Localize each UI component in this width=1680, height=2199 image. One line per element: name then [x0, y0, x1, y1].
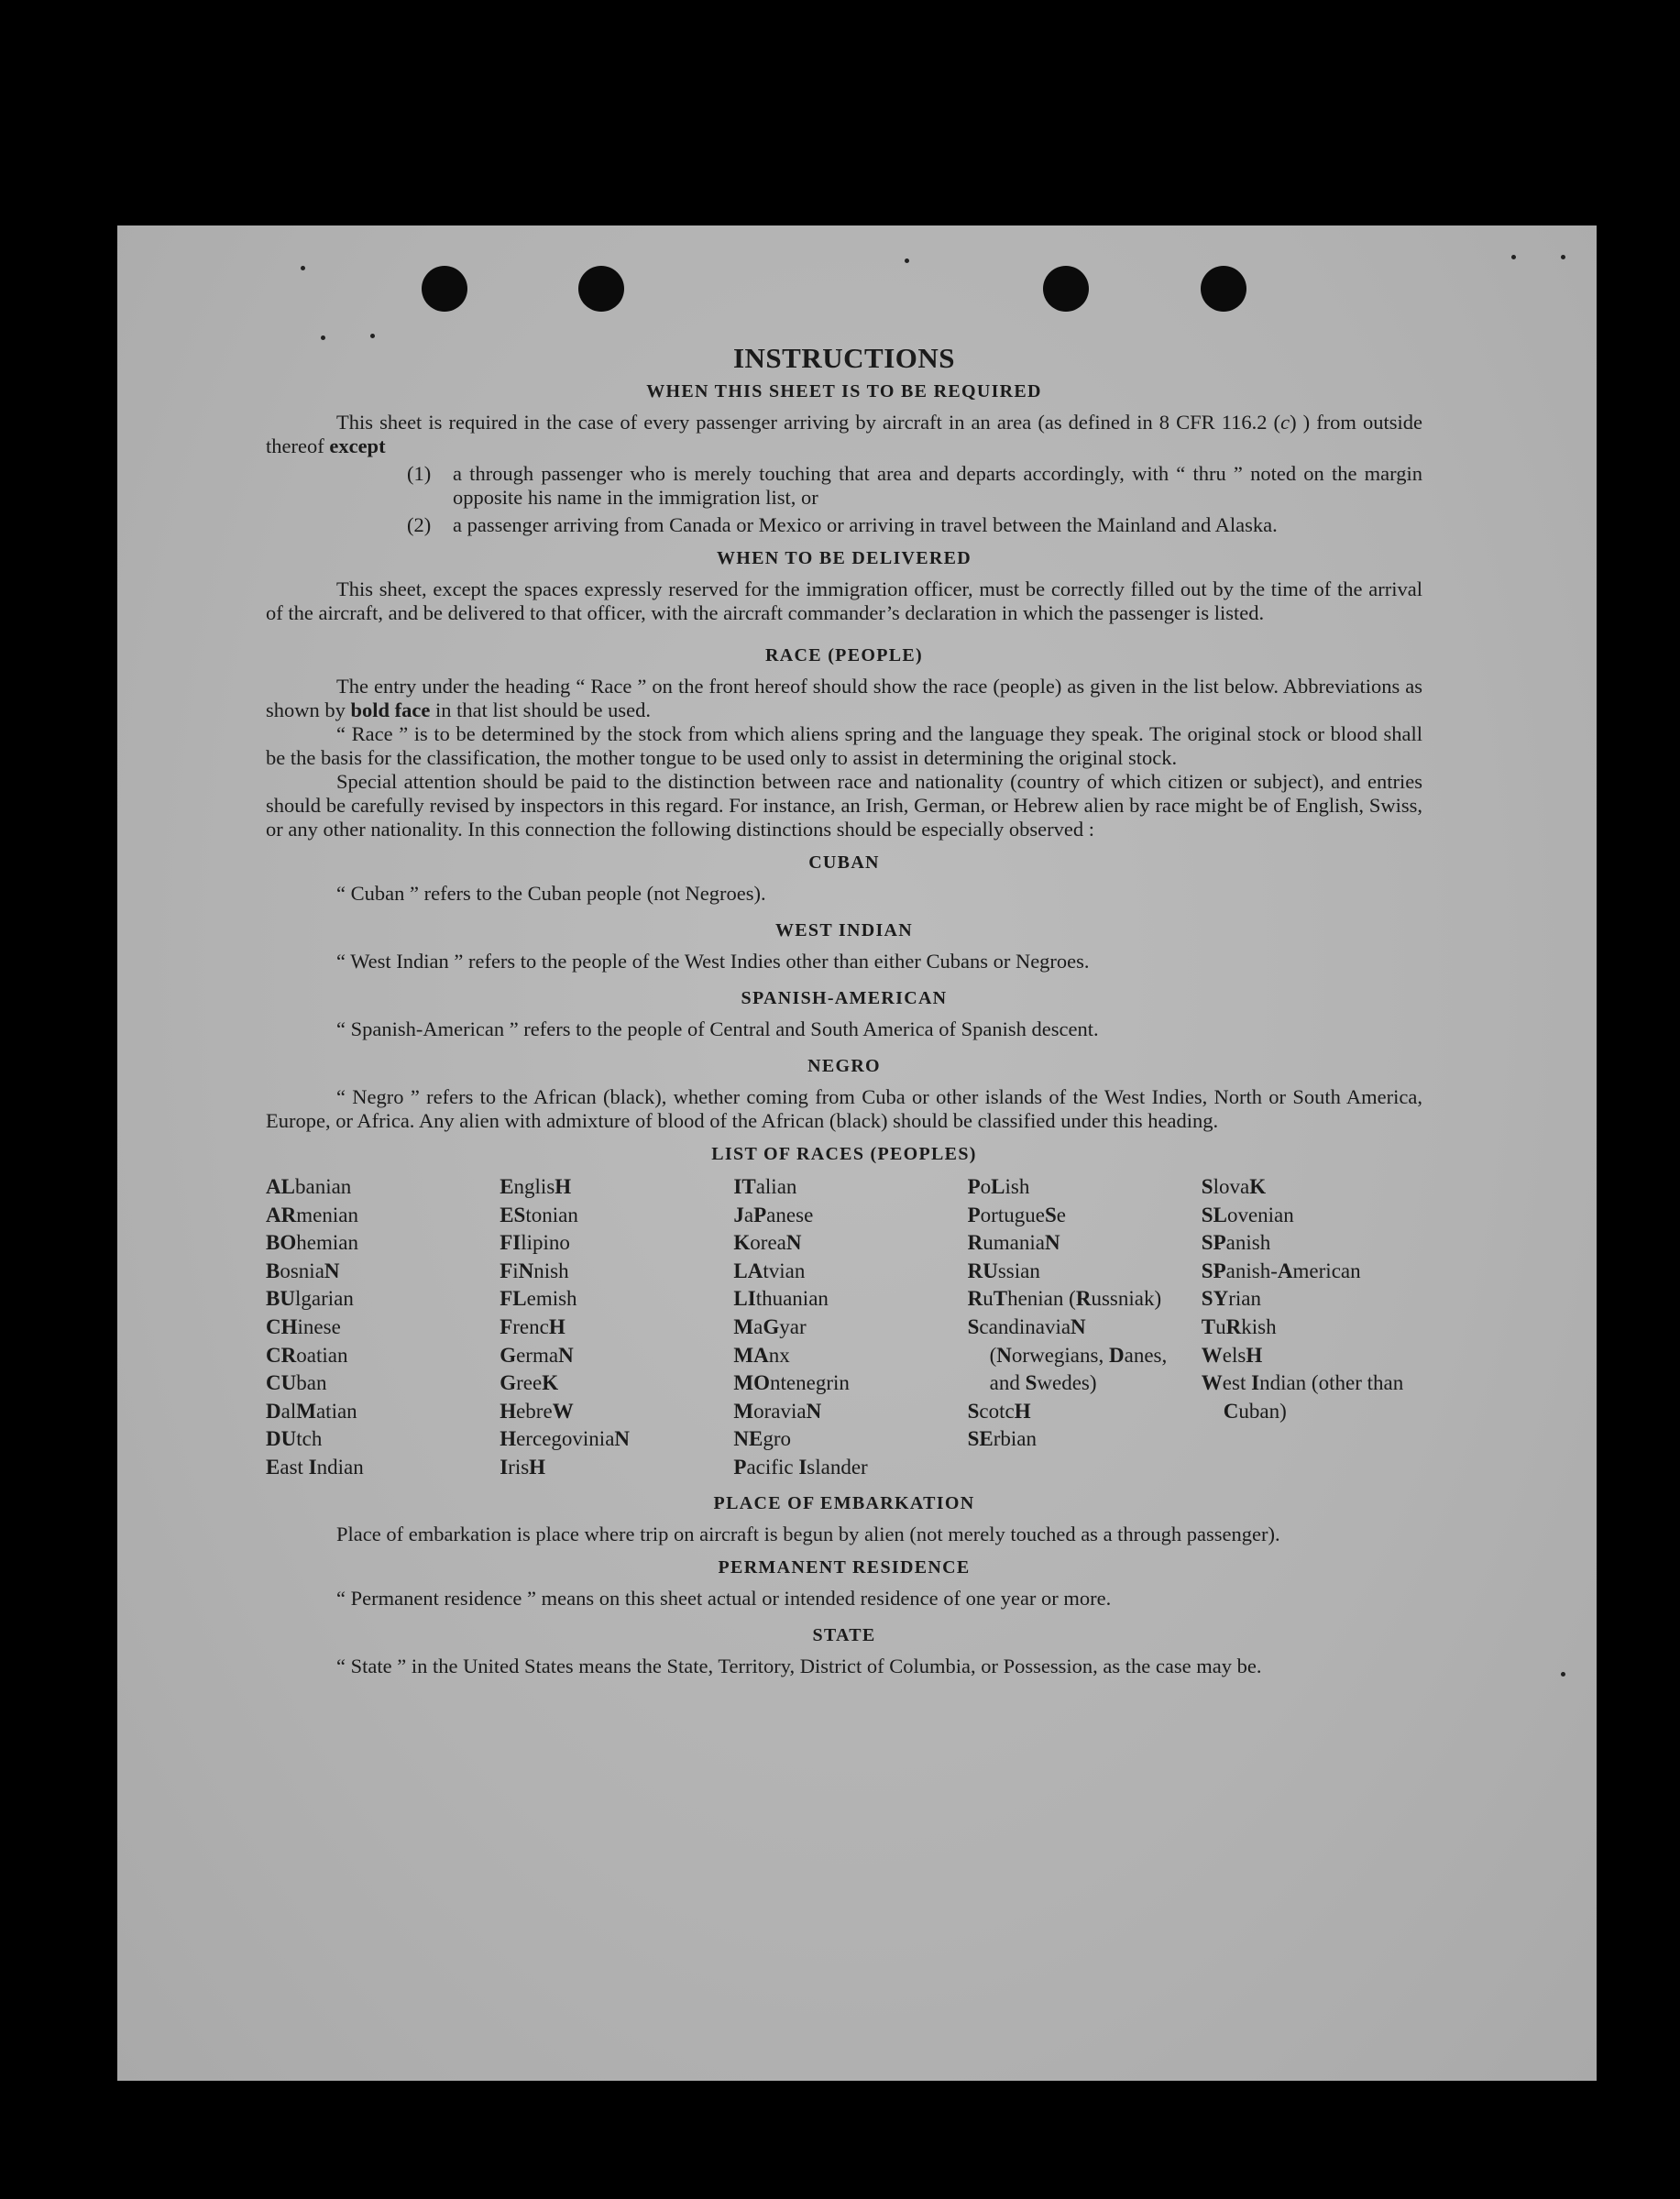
exception-item-1: (1) a through passenger who is merely touching that area and departs accordingly, with “ thru ” noted on the margin opposite his name in the immigration list, or — [407, 462, 1422, 509]
section-heading-spanish-american: SPANISH-AMERICAN — [741, 988, 948, 1008]
race-column — [1202, 1173, 1422, 1482]
dust-speck — [1561, 1672, 1565, 1677]
section-heading-required: WHEN THIS SHEET IS TO BE REQUIRED — [646, 381, 1042, 401]
race-list-item: RUssian — [967, 1259, 1040, 1282]
dust-speck — [301, 266, 305, 270]
section-heading-race: RACE (PEOPLE) — [765, 645, 923, 665]
dust-speck — [370, 334, 375, 338]
section-heading-cuban: CUBAN — [808, 852, 880, 873]
race-list-item: ITalian — [733, 1175, 797, 1198]
section-heading-permanent-residence: PERMANENT RESIDENCE — [718, 1556, 971, 1578]
instructions-text — [266, 342, 1422, 1678]
section-heading-negro: NEGRO — [807, 1056, 881, 1076]
race-list-item: FIlipino — [500, 1231, 570, 1255]
dust-speck — [1561, 255, 1565, 259]
race-list-item: SLovenian — [1201, 1203, 1294, 1226]
race-list-item: ALbanian — [266, 1175, 352, 1198]
race-list-item: TuRkish — [1201, 1314, 1277, 1338]
dust-speck — [321, 335, 325, 340]
race-list-item: MAnx — [733, 1343, 790, 1367]
race-list-item: SYrian — [1201, 1287, 1261, 1311]
dust-speck — [905, 258, 909, 263]
race-column — [500, 1173, 720, 1482]
race-list-item: HercegoviniaN — [500, 1427, 631, 1451]
race-list-item: FrencH — [500, 1314, 565, 1338]
section-heading-embarkation: PLACE OF EMBARKATION — [713, 1492, 975, 1513]
race-list-item: ScandinaviaN (Norwegians, Danes, and Swedes) — [967, 1314, 1168, 1395]
race-list-item: Pacific Islander — [733, 1455, 868, 1479]
section-heading-west-indian: WEST INDIAN — [774, 920, 914, 940]
race-list — [266, 1173, 1422, 1482]
race-list-item: PoLish — [967, 1175, 1030, 1198]
punch-hole — [1201, 266, 1246, 312]
west-indian-definition: “ West Indian ” refers to the people of the West Indies other than either Cubans or Negroes. — [336, 950, 1090, 973]
race-paragraph-1: The entry under the heading “ Race ” on the front hereof should show the race (people) as given in the list below. Abbreviations as shown by bold face in that list should be used. — [266, 675, 1422, 721]
section-heading-delivered: WHEN TO BE DELIVERED — [716, 548, 972, 568]
section-heading-list-of-races: LIST OF RACES (PEOPLES) — [711, 1144, 977, 1164]
race-list-item: NEgro — [733, 1427, 792, 1451]
negro-definition: “ Negro ” refers to the African (black), whether coming from Cuba or other islands of the West Indies, North or South America, Europe, or Africa. Any alien with admixture of blood of the African (black) should be classified under this heading. — [266, 1085, 1422, 1132]
required-paragraph: This sheet is required in the case of every passenger arriving by aircraft in an area (as defined in 8 CFR 116.2 (c) ) from outside thereof except — [266, 411, 1422, 457]
race-list-item: ARmenian — [266, 1203, 358, 1226]
race-list-item: PortugueSe — [967, 1203, 1066, 1226]
race-list-item: MOntenegrin — [733, 1371, 850, 1395]
race-list-item: EStonian — [500, 1203, 578, 1226]
race-list-item: BOhemian — [266, 1231, 358, 1255]
race-list-item: LIthuanian — [733, 1287, 829, 1311]
race-list-item: GermaN — [500, 1343, 574, 1367]
race-column — [266, 1173, 487, 1482]
dust-speck — [1511, 255, 1516, 259]
delivered-paragraph: This sheet, except the spaces expressly reserved for the immigration officer, must be correctly filled out by the time of the arrival of the aircraft, and be delivered to that officer, with the aircraft commander’s declaration in which the passenger is listed. — [266, 577, 1422, 624]
punch-hole — [422, 266, 467, 312]
punch-hole — [578, 266, 624, 312]
race-list-item: CHinese — [266, 1314, 341, 1338]
race-list-item: DalMatian — [266, 1399, 357, 1423]
section-heading-state: STATE — [812, 1624, 876, 1645]
race-list-item: FLemish — [500, 1287, 577, 1311]
embarkation-definition: Place of embarkation is place where trip on aircraft is begun by alien (not merely touched as a through passenger). — [336, 1522, 1280, 1545]
race-list-item: HebreW — [500, 1399, 574, 1423]
race-column — [968, 1173, 1189, 1482]
race-list-item: RuThenian (Russniak) — [967, 1287, 1162, 1311]
race-list-item: BUlgarian — [266, 1287, 354, 1311]
race-list-item: DUtch — [266, 1427, 323, 1451]
race-list-item: WelsH — [1201, 1343, 1263, 1367]
race-column — [733, 1173, 954, 1482]
race-list-item: SErbian — [967, 1427, 1038, 1451]
race-paragraph-3: Special attention should be paid to the distinction between race and nationality (country of which citizen or subject), and entries should be carefully revised by inspectors in this regard. For instance, an Irish, German, or Hebrew alien by race might be of English, Swiss, or any other nationality. In this connection the following distinctions should be especially observed : — [266, 770, 1422, 841]
permanent-residence-definition: “ Permanent residence ” means on this sheet actual or intended residence of one year or more. — [336, 1586, 1112, 1610]
cuban-definition: “ Cuban ” refers to the Cuban people (not Negroes). — [336, 882, 766, 905]
race-paragraph-2: “ Race ” is to be determined by the stock from which aliens spring and the language they speak. The original stock or blood shall be the basis for the classification, the mother tongue to be used only to assist in determining the original stock. — [266, 722, 1422, 769]
race-list-item: BosniaN — [266, 1259, 340, 1282]
race-list-item: EnglisH — [500, 1175, 572, 1198]
race-list-item: RumaniaN — [967, 1231, 1060, 1255]
page-title: INSTRUCTIONS — [732, 342, 955, 374]
race-list-item: CUban — [266, 1371, 327, 1395]
race-list-item: SlovaK — [1201, 1175, 1267, 1198]
race-list-item: MoraviaN — [733, 1399, 822, 1423]
race-list-item: ScotcH — [967, 1399, 1031, 1423]
race-list-item: KoreaN — [733, 1231, 802, 1255]
race-list-item: GreeK — [500, 1371, 559, 1395]
race-list-item: JaPanese — [733, 1203, 814, 1226]
race-list-item: MaGyar — [733, 1314, 807, 1338]
race-list-item: CRoatian — [266, 1343, 348, 1367]
race-list-item: LAtvian — [733, 1259, 806, 1282]
punch-hole — [1043, 266, 1089, 312]
state-definition: “ State ” in the United States means the State, Territory, District of Columbia, or Possession, as the case may be. — [336, 1654, 1262, 1677]
race-list-item: East Indian — [266, 1455, 364, 1479]
race-list-item: SPanish-American — [1201, 1259, 1361, 1282]
document-sheet — [117, 225, 1597, 2081]
race-list-item: IrisH — [500, 1455, 546, 1479]
race-list-item: SPanish — [1201, 1231, 1271, 1255]
exception-item-2: (2) a passenger arriving from Canada or Mexico or arriving in travel between the Mainland and Alaska. — [407, 513, 1278, 536]
race-list-item: West Indian (other than Cuban) — [1201, 1371, 1404, 1423]
spanish-american-definition: “ Spanish-American ” refers to the people of Central and South America of Spanish descent. — [336, 1017, 1099, 1040]
race-list-item: FiNnish — [500, 1259, 569, 1282]
